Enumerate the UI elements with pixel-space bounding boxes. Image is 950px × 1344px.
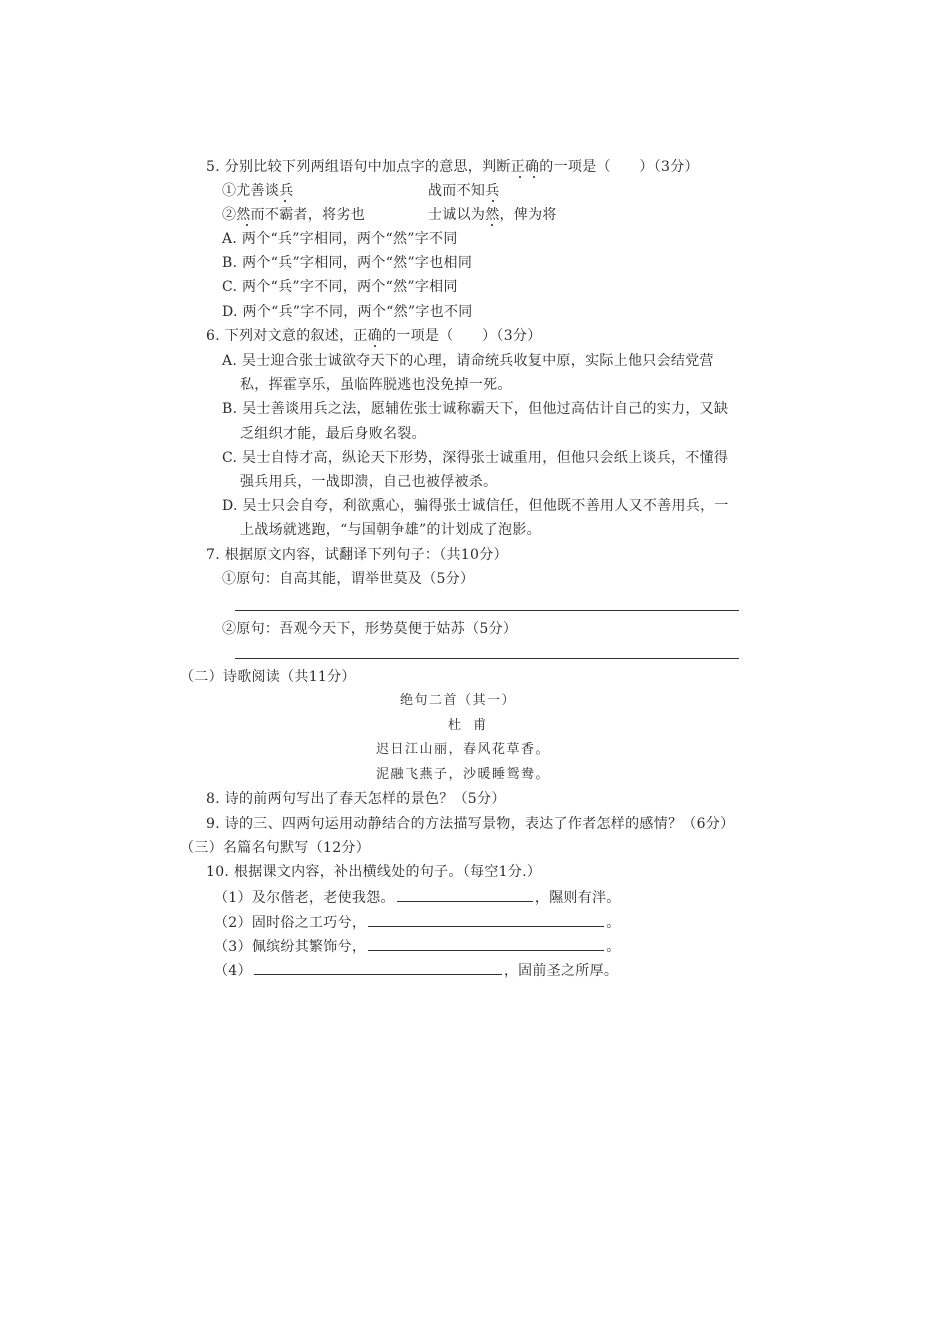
fill-blank[interactable] [254,960,502,975]
q10-item-1 [214,887,621,907]
q6-option-a-line1: A. 吴士迎合张士诚欲夺天下的心理，请命统兵收复中原，实际上他只会结党营 [222,353,714,369]
q10-item-after: 。 [606,915,621,931]
emphasis-dot [519,176,521,178]
poem-line-2: 泥融飞燕子，沙暖睡鸳鸯。 [376,767,551,782]
emphasis-dot [374,345,376,347]
emphasis-dot [533,176,535,178]
emphasis-dot [491,224,493,226]
q5-option-c: C. 两个“兵”字不同，两个“然”字相同 [222,279,458,295]
q10-item-after: ，隰则有泮。 [534,890,621,906]
q5-pair2-left: ②然而不霸者，将劣也 [222,207,365,223]
q10-item-4 [214,960,618,980]
q7-stem: 7. 根据原文内容，试翻译下列句子：（共10分） [206,547,508,563]
poem-author: 杜 甫 [448,718,491,733]
q7-answer-line-2[interactable] [235,658,739,659]
q10-item-after: 。 [606,939,621,955]
fill-blank[interactable] [368,936,604,951]
q5-pair1-left: ①尤善谈兵 [222,183,294,199]
q10-item-before: 及尔偕老，老使我怨。 [251,890,395,906]
q10-item-num: （3） [214,939,252,955]
q7-item1: ①原句：自高其能，谓举世莫及（5分） [222,571,475,587]
fill-blank[interactable] [397,887,533,902]
fill-blank[interactable] [368,912,604,927]
q5-pair2-right: 士诚以为然，俾为将 [428,207,557,223]
q10-item-before: 佩缤纷其繁饰兮， [251,939,367,955]
q10-item-num: （2） [214,915,252,931]
q6-option-d-line2: 上战场就逃跑，“与国朝争雄”的计划成了泡影。 [240,522,541,538]
emphasis-dot [284,200,286,202]
q10-item-2 [214,912,621,932]
q7-answer-line-1[interactable] [235,610,739,611]
emphasis-dot [492,200,494,202]
q5-option-a: A. 两个“兵”字相同，两个“然”字不同 [222,231,458,247]
q8-stem: 8. 诗的前两句写出了春天怎样的景色？（5分） [206,791,506,807]
poem-line-1: 迟日江山丽，春风花草香。 [376,742,551,757]
q10-stem: 10. 根据课文内容，补出横线处的句子。（每空1分.） [206,864,542,880]
poem-title: 绝句二首（其一） [400,693,517,708]
q10-item-before: 固时俗之工巧兮， [251,915,367,931]
section2-title: （二）诗歌阅读（共11分） [180,669,356,685]
q10-item-num: （1） [214,890,252,906]
q6-option-a-line2: 私，挥霍享乐，虽临阵脱逃也没免掉一死。 [240,377,512,393]
q6-option-d-line1: D. 吴士只会自夸，利欲熏心，骗得张士诚信任，但他既不善用人又不善用兵，一 [222,498,729,514]
q10-item-3 [214,936,621,956]
q5-option-d: D. 两个“兵”字不同，两个“然”字也不同 [222,304,473,320]
section3-title: （三）名篇名句默写（12分） [180,840,371,856]
q6-stem: 6. 下列对文意的叙述，正确的一项是（ ）（3分） [206,328,542,344]
q9-stem: 9. 诗的三、四两句运用动静结合的方法描写景物，表达了作者怎样的感情？（6分） [206,816,735,832]
q10-item-num: （4） [214,963,252,979]
q5-pair1-right: 战而不知兵 [428,183,500,199]
q6-option-b-line2: 乏组织才能，最后身败名裂。 [240,426,426,442]
q6-option-c-line1: C. 吴士自恃才高，纵论天下形势，深得张士诚重用，但他只会纸上谈兵，不懂得 [222,450,729,466]
q10-item-after: ，固前圣之所厚。 [503,963,619,979]
q5-option-b: B. 两个“兵”字相同，两个“然”字也相同 [222,255,473,271]
q7-item2: ②原句：吾观今天下，形势莫便于姑苏（5分） [222,621,518,637]
q6-option-c-line2: 强兵用兵，一战即溃，自己也被俘被杀。 [240,474,498,490]
emphasis-dot [246,224,248,226]
q5-stem: 5. 分别比较下列两组语句中加点字的意思，判断正确的一项是（ ）（3分） [206,159,699,175]
q6-option-b-line1: B. 吴士善谈用兵之法，愿辅佐张士诚称霸天下，但他过高估计自己的实力，又缺 [222,401,729,417]
